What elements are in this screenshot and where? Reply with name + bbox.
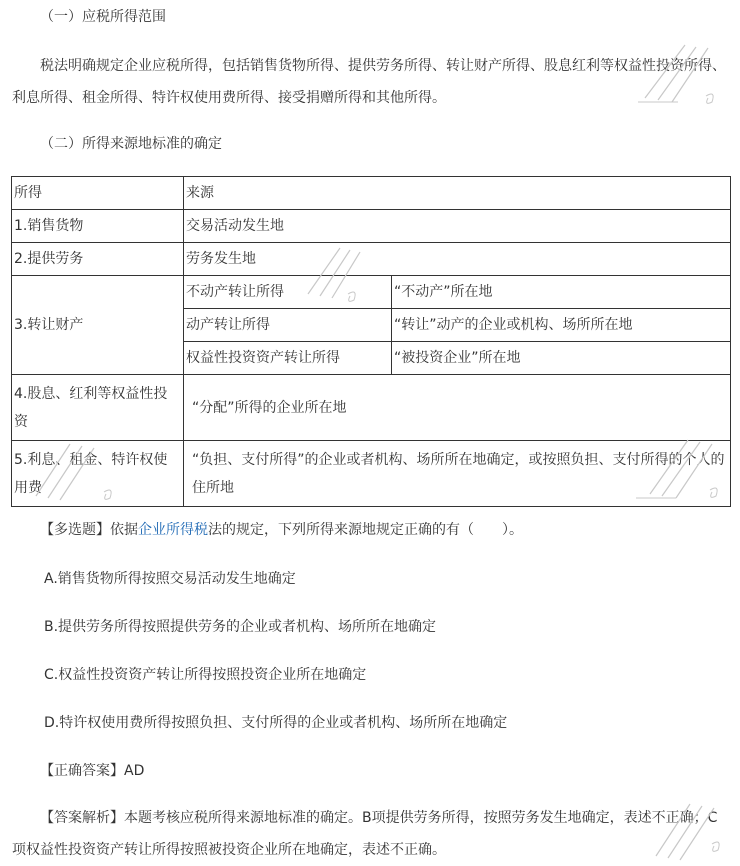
table-row xyxy=(12,276,731,309)
row-source: “不动产”所在地 xyxy=(392,276,731,309)
section-heading-1: （一）应税所得范围 xyxy=(40,9,166,25)
header-source: 来源 xyxy=(184,177,731,210)
question-link[interactable]: 企业所得税 xyxy=(138,522,208,538)
table-row xyxy=(12,441,731,507)
question-stem xyxy=(40,520,523,540)
row-source: “转让”动产的企业或机构、场所所在地 xyxy=(392,309,731,342)
row-item: 4.股息、红利等权益性投资 xyxy=(12,375,184,441)
question-prefix: 【多选题】依据 xyxy=(40,522,138,538)
row-source: 交易活动发生地 xyxy=(184,210,731,243)
table-row xyxy=(12,243,731,276)
option-b: B.提供劳务所得按照提供劳务的企业或者机构、场所所在地确定 xyxy=(44,619,437,635)
row-item: 1.销售货物 xyxy=(12,210,184,243)
row-subtype: 不动产转让所得 xyxy=(184,276,392,309)
option-d: D.特许权使用费所得按照负担、支付所得的企业或者机构、场所所在地确定 xyxy=(44,715,508,731)
table-header-row xyxy=(12,177,731,210)
row-subtype: 动产转让所得 xyxy=(184,309,392,342)
option-c: C.权益性投资资产转让所得按照投资企业所在地确定 xyxy=(44,667,367,683)
table-row xyxy=(12,375,731,441)
row-source: “分配”所得的企业所在地 xyxy=(184,375,731,441)
row-source: “被投资企业”所在地 xyxy=(392,342,731,375)
row-source: 劳务发生地 xyxy=(184,243,731,276)
row-source: “负担、支付所得”的企业或者机构、场所所在地确定，或按照负担、支付所得的个人的住所地 xyxy=(184,441,731,507)
row-item: 5.利息、租金、特许权使用费 xyxy=(12,441,184,507)
question-suffix: 法的规定，下列所得来源地规定正确的有（ ）。 xyxy=(208,522,523,538)
row-item: 3.转让财产 xyxy=(12,276,184,375)
option-a: A.销售货物所得按照交易活动发生地确定 xyxy=(44,571,296,587)
income-source-table xyxy=(11,176,731,507)
header-income: 所得 xyxy=(12,177,184,210)
intro-paragraph: 税法明确规定企业应税所得，包括销售货物所得、提供劳务所得、转让财产所得、股息红利等权益性投资所得、利息所得、租金所得、特许权使用费所得、接受捐赠所得和其他所得。 xyxy=(12,58,726,106)
row-subtype: 权益性投资资产转让所得 xyxy=(184,342,392,375)
correct-answer: 【正确答案】AD xyxy=(40,763,145,779)
answer-analysis: 【答案解析】本题考核应税所得来源地标准的确定。B项提供劳务所得，按照劳务发生地确定，表述不正确；C项权益性投资资产转让所得按照被投资企业所在地确定，表述不正确。 xyxy=(12,810,718,858)
section-heading-2: （二）所得来源地标准的确定 xyxy=(40,136,222,152)
table-row xyxy=(12,210,731,243)
row-item: 2.提供劳务 xyxy=(12,243,184,276)
